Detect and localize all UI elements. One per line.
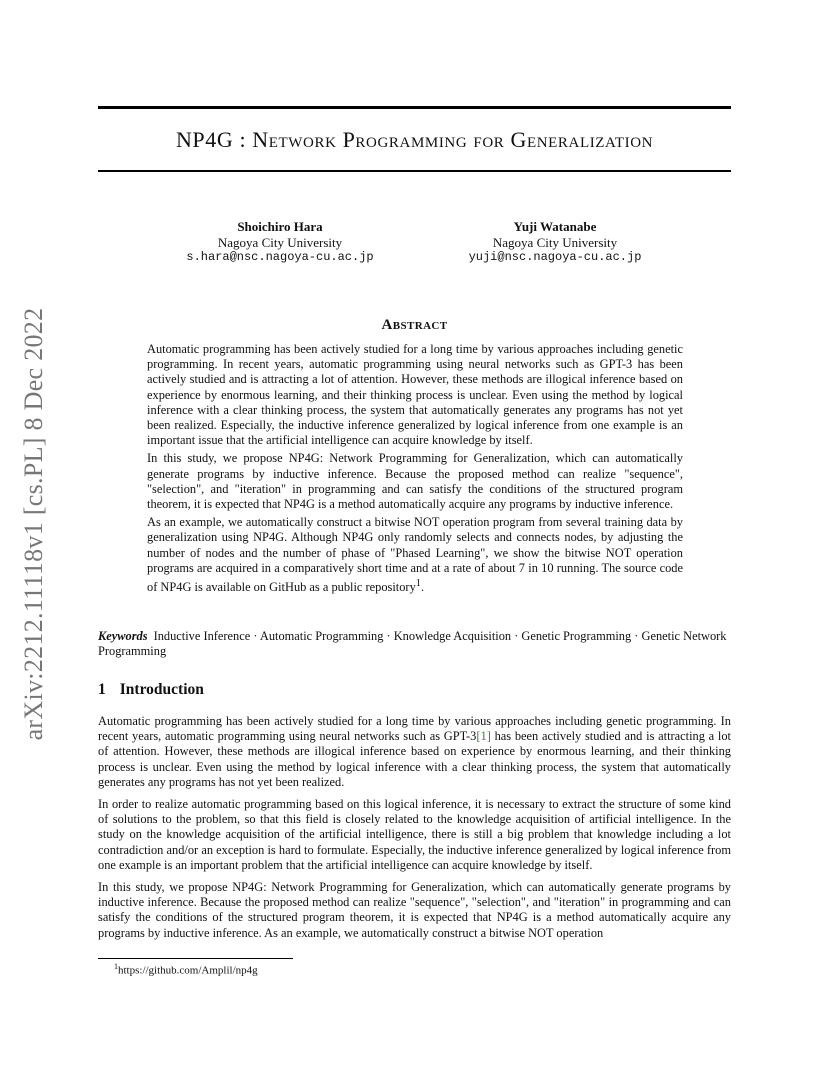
intro-paragraph: In order to realize automatic programming based on this logical inference, it is necessary to extract the structure of some kind of solutions to the problem, so that this field is closely related to the knowledge acquisition of artificial intelligence. In the study on the knowledge acquisition of the artificial intelligence, there is still a big problem that knowledge including a lot contradiction and/or an exception is hard to formulate. Especially, the inductive inference generalized by logical inference from one example is an important problem that the artificial intelligence can acquire knowledge by itself. — [98, 797, 731, 872]
section-title: Introduction — [119, 681, 204, 698]
intro-paragraph — [98, 714, 731, 790]
intro-body — [98, 714, 731, 948]
intro-paragraph: In this study, we propose NP4G: Network Programming for Generalization, which can automatically generate programs by inductive inference. Because the proposed method can realize "sequence", "selection", and "iteration" in programming and can satisfy the conditions of the structured program theorem, it is expected that NP4G is a method automatically acquire any programs by inductive inference. As an example, we automatically construct a bitwise NOT operation — [98, 880, 731, 940]
author-email[interactable]: yuji@nsc.nagoya-cu.ac.jp — [468, 250, 642, 264]
author-name: Shoichiro Hara — [237, 219, 323, 234]
footnote-url[interactable]: https://github.com/Amplil/np4g — [118, 964, 258, 977]
abstract-paragraph: Automatic programming has been actively studied for a long time by various approaches including genetic programming. In recent years, automatic programming using neural networks such as GPT-3 has been actively studied and is attracting a lot of attention. However, these methods are illogical inference based on experience by enormous learning, and their thinking process is unclear. Even using the method by logical inference with a clear thinking process, the system that automatically generates any programs has not yet been realized. Especially, the inductive inference generalized by logical inference from one example is an important issue that the artificial intelligence can acquire knowledge by itself. — [147, 342, 683, 448]
author-affiliation: Nagoya City University — [492, 234, 618, 250]
arxiv-stamp-container — [18, 295, 50, 753]
footnote-rule — [98, 958, 293, 959]
footnote — [114, 962, 258, 977]
footnote-marker[interactable]: 1 — [415, 578, 421, 590]
abstract-body — [147, 342, 683, 598]
abstract-paragraph: In this study, we propose NP4G: Network Programming for Generalization, which can automatically generate programs by inductive inference. Because the proposed method can realize "sequence", "selection", and "iteration" in programming and can satisfy the conditions of the structured program theorem, it is expected that NP4G is a method automatically acquire any programs by inductive inference. — [147, 451, 683, 512]
author-email[interactable]: s.hara@nsc.nagoya-cu.ac.jp — [186, 250, 374, 264]
intro-text: has been actively studied and is attracting a lot of attention. However, these methods are illogical inference based on experience by enormous learning, and their thinking process is unclear. Even using the method by logical inference with a clear thinking process, the system that automatically generates any programs has not yet been realized. — [98, 729, 731, 789]
keywords-label: Keywords — [98, 629, 148, 643]
title-rule-top — [98, 106, 731, 109]
keywords-text: Inductive Inference · Automatic Programming · Knowledge Acquisition · Genetic Programming · Genetic Network Programming — [98, 629, 727, 659]
keywords — [98, 629, 731, 659]
abstract-paragraph-text: As an example, we automatically construct a bitwise NOT operation program from several training data by generalization using NP4G. Although NP4G only randomly selects and connects nodes, by adjusting the number of nodes and the number of phase of "Phased Learning", we show the bitwise NOT operation programs are acquired in a comparatively short time and at a rate of about 7 in 10 running. The source code of NP4G is available on GitHub as a public repository — [147, 515, 683, 595]
footnote-mark: 1 — [114, 962, 118, 971]
section-heading — [98, 681, 204, 699]
abstract-paragraph — [147, 515, 683, 595]
abstract-end-punct: . — [420, 580, 425, 595]
arxiv-stamp: arXiv:2212.11118v1 [cs.PL] 8 Dec 2022 — [19, 307, 48, 741]
author-block — [405, 219, 705, 266]
title-rule-bottom — [98, 170, 731, 172]
author-name: Yuji Watanabe — [513, 219, 597, 234]
paper-title: NP4G : Network Programming for Generalization — [175, 127, 654, 152]
intro-text: Automatic programming has been actively studied for a long time by various approaches including genetic programming. In recent years, automatic programming using neural networks such as GPT-3 — [98, 714, 731, 744]
abstract-heading: Abstract — [381, 317, 448, 333]
author-affiliation: Nagoya City University — [217, 234, 343, 250]
citation-link[interactable]: [1] — [476, 729, 491, 744]
author-block — [130, 219, 430, 266]
section-number: 1 — [98, 681, 106, 698]
